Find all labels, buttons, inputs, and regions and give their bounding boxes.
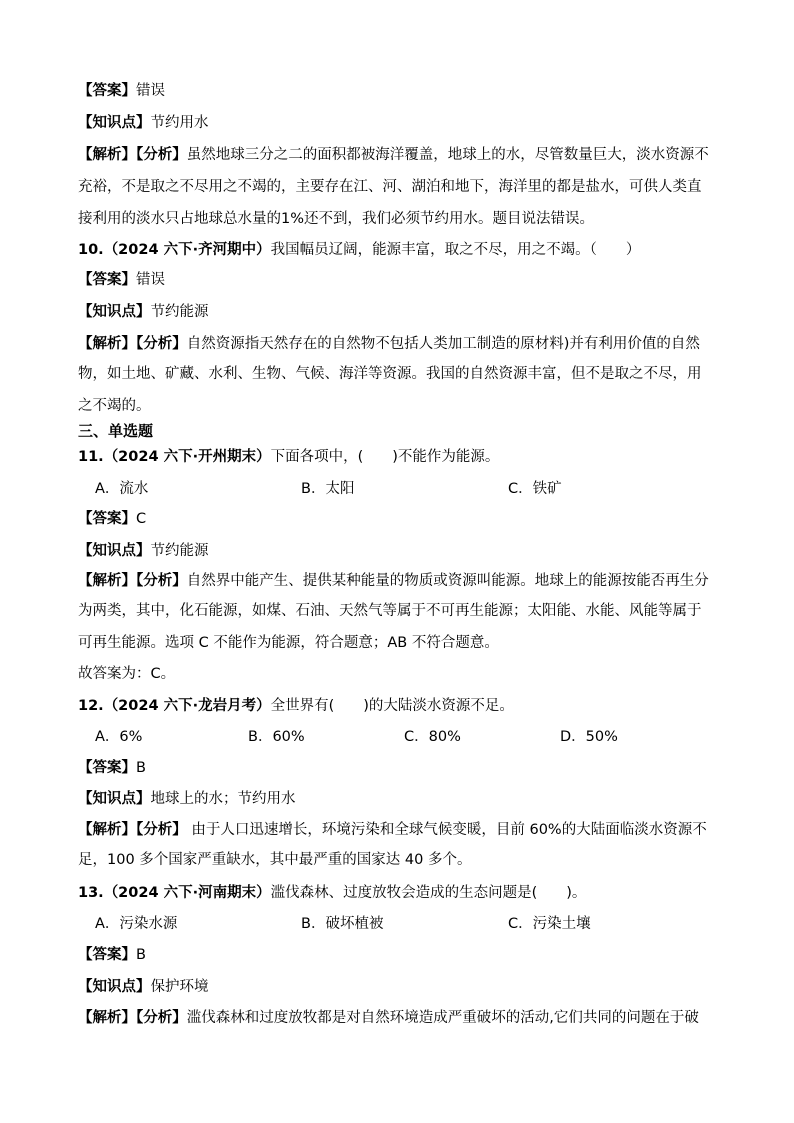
q11-conclusion: 故答案为：C。 xyxy=(78,666,176,682)
q11-question: 11.（2024 六下·开州期末）下面各项中，( )不能作为能源。 xyxy=(78,449,500,465)
q12-option-d: D．50% xyxy=(560,729,618,745)
q9-answer: 【答案】错误 xyxy=(78,83,165,99)
q12-option-b: B．60% xyxy=(248,729,305,745)
q13-analysis-line-1: 【解析】【分析】滥伐森林和过度放牧都是对自然环境造成严重破坏的活动,它们共同的问题在于破 xyxy=(78,1010,699,1026)
q13-option-c: C．污染土壤 xyxy=(508,916,591,932)
q10-question: 10.（2024 六下·齐河期中）我国幅员辽阔，能源丰富，取之不尽，用之不竭。（ ） xyxy=(78,242,641,258)
q11-answer: 【答案】C xyxy=(78,511,147,527)
q12-knowledge-point: 【知识点】地球上的水；节约用水 xyxy=(78,791,296,807)
q11-option-a: A．流水 xyxy=(95,481,149,497)
q12-analysis-line-2: 足，100 多个国家严重缺水，其中最严重的国家达 40 多个。 xyxy=(78,852,472,868)
q13-answer: 【答案】B xyxy=(78,947,146,963)
q9-analysis-line-3: 接利用的淡水只占地球总水量的1%还不到，我们必须节约用水。题目说法错误。 xyxy=(78,211,595,227)
q10-analysis-line-3: 之不竭的。 xyxy=(78,398,151,414)
q12-option-c: C．80% xyxy=(404,729,461,745)
q9-knowledge-point: 【知识点】节约用水 xyxy=(78,115,209,131)
q13-option-a: A．污染水源 xyxy=(95,916,178,932)
q9-analysis-line-2: 充裕，不是取之不尽用之不竭的，主要存在江、河、湖泊和地下，海洋里的都是盐水，可供人类直 xyxy=(78,179,702,195)
q11-option-c: C．铁矿 xyxy=(508,481,562,497)
q12-analysis-line-1: 【解析】【分析】 由于人口迅速增长，环境污染和全球气候变暖，目前 60%的大陆面临淡水资源不 xyxy=(78,822,707,838)
q13-knowledge-point: 【知识点】保护环境 xyxy=(78,979,209,995)
q11-knowledge-point: 【知识点】节约能源 xyxy=(78,543,209,559)
q11-analysis-line-1: 【解析】【分析】自然界中能产生、提供某种能量的物质或资源叫能源。地球上的能源按能否再生分 xyxy=(78,573,709,589)
q12-question: 12.（2024 六下·龙岩月考）全世界有( )的大陆淡水资源不足。 xyxy=(78,698,514,714)
q10-knowledge-point: 【知识点】节约能源 xyxy=(78,304,209,320)
q13-option-b: B．破坏植被 xyxy=(301,916,384,932)
q12-option-a: A．6% xyxy=(95,729,143,745)
q13-question: 13.（2024 六下·河南期末）滥伐森林、过度放牧会造成的生态问题是( )。 xyxy=(78,885,587,901)
q10-analysis-line-2: 物，如土地、矿藏、水利、生物、气候、海洋等资源。我国的自然资源丰富，但不是取之不尽，用 xyxy=(78,366,702,382)
q10-answer: 【答案】错误 xyxy=(78,272,165,288)
q9-analysis-line-1: 【解析】【分析】虽然地球三分之二的面积都被海洋覆盖，地球上的水，尽管数量巨大，淡水资源不 xyxy=(78,147,709,163)
q12-answer: 【答案】B xyxy=(78,760,146,776)
section-heading: 三、单选题 xyxy=(78,422,154,440)
q11-analysis-line-2: 为两类，其中，化石能源，如煤、石油、天然气等属于不可再生能源；太阳能、水能、风能等属于 xyxy=(78,603,702,619)
q10-analysis-line-1: 【解析】【分析】自然资源指天然存在的自然物不包括人类加工制造的原材料)并有利用价值的自然 xyxy=(78,336,700,352)
q11-analysis-line-3: 可再生能源。选项 C 不能作为能源，符合题意；AB 不符合题意。 xyxy=(78,635,499,651)
q11-option-b: B．太阳 xyxy=(301,481,355,497)
